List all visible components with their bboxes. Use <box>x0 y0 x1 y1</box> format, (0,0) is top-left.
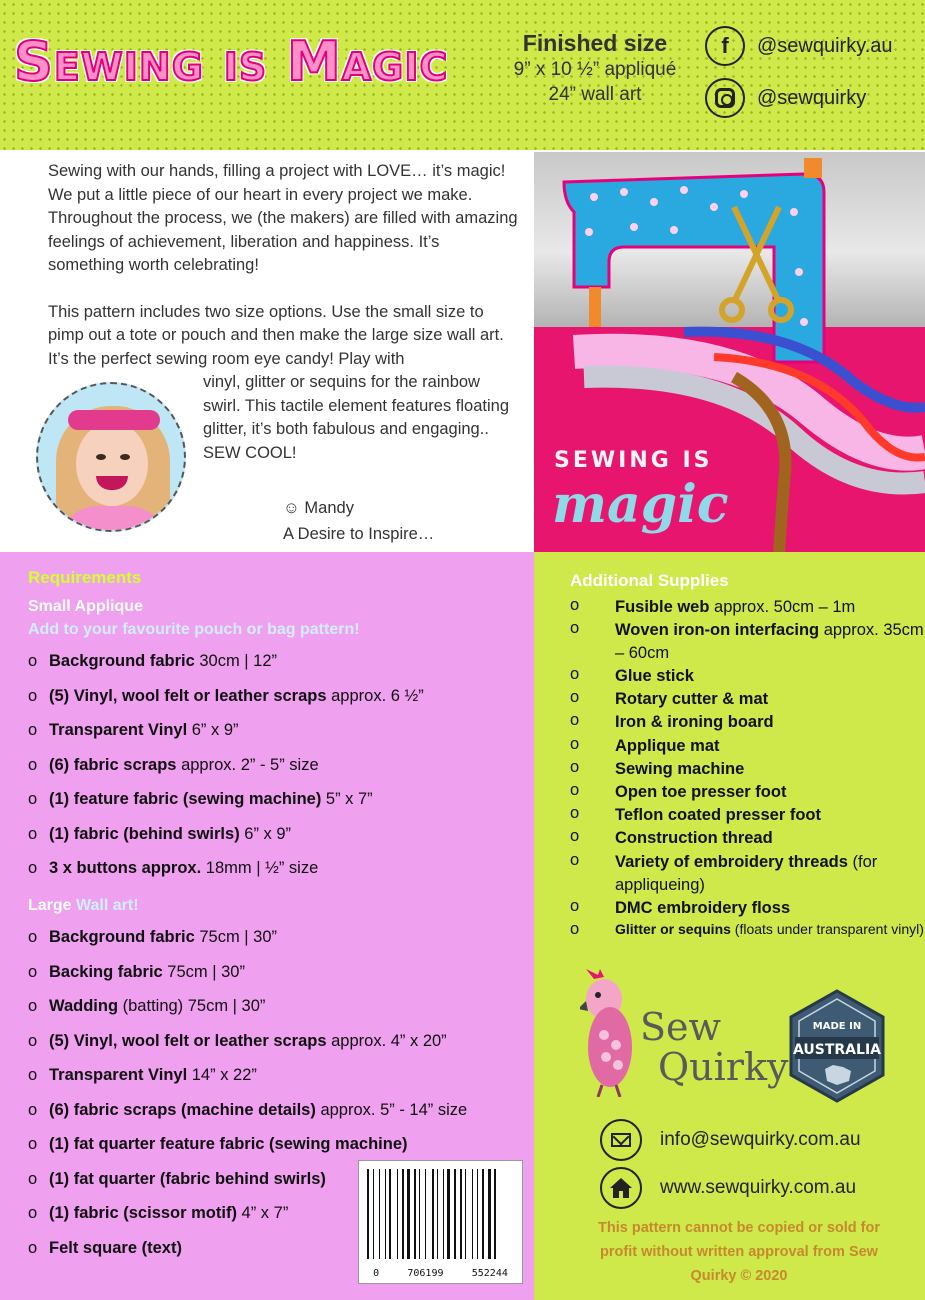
requirement-item <box>28 756 319 775</box>
requirement-item <box>28 1101 467 1120</box>
intro-paragraph-wrapped: vinyl, glitter or sequins for the rainbow swirl. This tactile element features floating glitter, it’s both fabulous and engaging.. SEW COOL! <box>203 373 509 462</box>
requirement-item <box>28 1032 447 1051</box>
facebook-link[interactable] <box>705 26 893 66</box>
large-wall-art-heading: Large Wall art! <box>28 897 139 914</box>
bullet: o <box>570 851 580 869</box>
supply-text <box>615 920 925 938</box>
small-applique-heading: Small Applique <box>28 598 143 615</box>
instagram-link[interactable] <box>705 78 866 118</box>
bullet: o <box>570 897 580 915</box>
copyright-notice: This pattern cannot be copied or sold for profit without written approval from Sew Quirky © 2020 <box>598 1220 880 1284</box>
barcode-bars <box>367 1169 515 1259</box>
requirement-detail: 5” x 7” <box>321 790 373 808</box>
requirement-name: Transparent Vinyl <box>49 721 188 739</box>
requirement-name: (6) fabric scraps (machine details) <box>49 1100 316 1119</box>
bullet: o <box>28 1066 38 1084</box>
supplies-heading: Additional Supplies <box>570 571 729 590</box>
requirement-item <box>28 721 239 740</box>
requirement-name: Transparent Vinyl <box>49 1066 188 1084</box>
bullet: o <box>570 920 580 938</box>
requirement-name: Background fabric <box>49 928 195 946</box>
requirement-detail: 14” x 22” <box>187 1066 257 1084</box>
finished-size-block <box>495 30 695 107</box>
supply-text <box>615 827 925 850</box>
requirement-item <box>28 790 373 809</box>
photo-caption-bottom: magic <box>552 474 729 535</box>
facebook-handle: @sewquirky.au <box>757 34 893 57</box>
supply-text <box>615 781 925 804</box>
bullet: o <box>570 619 580 637</box>
bullet: o <box>28 1100 38 1119</box>
bullet: o <box>28 997 38 1015</box>
barcode-digits: 0 706199 552244 <box>373 1268 508 1279</box>
supply-text <box>615 665 925 688</box>
supply-text <box>615 711 925 734</box>
requirement-name: (1) feature fabric (sewing machine) <box>49 790 322 808</box>
requirement-item <box>28 1135 408 1154</box>
requirement-item <box>28 825 291 844</box>
bullet: o <box>570 688 580 706</box>
supply-name: Woven iron-on interfacing <box>615 621 820 639</box>
requirement-detail: approx. 4” x 20” <box>326 1031 447 1050</box>
photo-caption-top: SEWING IS <box>554 448 713 473</box>
signature <box>283 495 434 547</box>
supply-name: Applique mat <box>615 737 720 755</box>
requirement-name: (5) Vinyl, wool felt or leather scraps <box>49 686 327 705</box>
bullet: o <box>570 665 580 683</box>
requirement-item <box>28 997 265 1016</box>
bullet: o <box>28 721 38 739</box>
requirements-panel <box>0 552 534 1300</box>
requirement-detail: 4” x 7” <box>236 1204 289 1222</box>
supply-detail: (floats under transparent vinyl) <box>730 921 924 937</box>
requirement-item <box>28 652 277 671</box>
barcode <box>358 1160 523 1284</box>
instagram-icon <box>705 78 745 118</box>
requirement-detail: 75cm | 30” <box>162 962 245 981</box>
supply-name: DMC embroidery floss <box>615 899 791 917</box>
requirement-item <box>28 963 245 982</box>
supply-name: Sewing machine <box>615 760 745 778</box>
supply-text <box>615 897 925 920</box>
requirement-item <box>28 859 318 878</box>
made-in-australia-badge <box>787 989 887 1104</box>
small-applique-note: Add to your favourite pouch or bag pattern! <box>28 621 360 638</box>
supplies-panel <box>534 552 925 1300</box>
supply-text <box>615 758 925 781</box>
bullet: o <box>28 859 38 877</box>
page-title: Sewing is Magic <box>14 30 449 93</box>
instagram-handle: @sewquirky <box>757 86 867 109</box>
requirement-detail: approx. 6 ½” <box>326 686 424 705</box>
bullet: o <box>570 735 580 753</box>
bullet: o <box>570 596 580 614</box>
bullet: o <box>28 652 38 670</box>
finished-size-heading: Finished size <box>522 30 668 56</box>
facebook-icon: f <box>705 26 745 66</box>
requirement-name: Backing fabric <box>49 962 163 981</box>
cockatoo-logo-icon <box>580 969 638 1097</box>
supply-name: Glue stick <box>615 667 694 685</box>
requirement-detail: 18mm | ½” size <box>201 859 319 877</box>
requirement-detail: 6” x 9” <box>187 721 239 739</box>
requirement-item <box>28 1239 182 1258</box>
requirement-name: Felt square (text) <box>49 1238 182 1257</box>
supply-name: Variety of embroidery threads <box>615 853 848 871</box>
requirement-item <box>28 687 424 706</box>
bullet: o <box>28 790 38 808</box>
sew-quirky-logo: Sew Quirky <box>640 1005 789 1089</box>
email-address: info@sewquirky.com.au <box>660 1129 861 1150</box>
requirement-name: (1) fat quarter (fabric behind swirls) <box>49 1169 326 1188</box>
supply-detail: approx. 35cm – 60cm <box>615 621 924 662</box>
requirement-name: (1) fabric (behind swirls) <box>49 824 240 843</box>
finished-size-line: 9” x 10 ½” appliqué <box>513 59 677 80</box>
bullet: o <box>28 824 38 843</box>
supply-text <box>615 619 925 665</box>
bullet: o <box>28 1169 38 1188</box>
requirements-heading: Requirements <box>28 568 142 587</box>
supply-name: Iron & ironing board <box>615 713 774 731</box>
email-link[interactable] <box>600 1120 861 1160</box>
intro-paragraph: Sewing with our hands, filling a project with LOVE… it’s magic! We put a little piece of our heart in every project we make. Throughout the process, we (the makers) are filled with amazing feelings of achievement, liberation and happiness. It’s something worth celebrating! <box>48 162 518 274</box>
supply-text <box>615 596 925 619</box>
product-photo <box>534 152 925 552</box>
requirement-detail: approx. 5” - 14” size <box>315 1100 468 1119</box>
bullet: o <box>570 827 580 845</box>
requirement-detail: approx. 2” - 5” size <box>176 755 319 774</box>
requirement-detail: 6” x 9” <box>239 824 292 843</box>
supply-name: Fusible web <box>615 598 710 616</box>
requirement-name: Wadding <box>49 997 119 1015</box>
requirement-name: (5) Vinyl, wool felt or leather scraps <box>49 1031 327 1050</box>
bullet: o <box>570 804 580 822</box>
supply-name: Glitter or sequins <box>615 921 731 937</box>
badge-top-text: MADE IN <box>812 1021 862 1032</box>
supply-name: Open toe presser foot <box>615 783 787 801</box>
requirement-item <box>28 1204 288 1223</box>
requirement-detail: 75cm | 30” <box>194 928 278 946</box>
bullet: o <box>28 928 38 946</box>
requirement-name: (1) fabric (scissor motif) <box>49 1204 237 1222</box>
home-icon <box>600 1167 642 1209</box>
supply-text <box>615 735 925 758</box>
bullet: o <box>28 1031 38 1050</box>
requirement-detail: (batting) 75cm | 30” <box>118 997 266 1015</box>
finished-size-line: 24” wall art <box>548 84 642 105</box>
website-url: www.sewquirky.com.au <box>660 1177 857 1198</box>
supply-text <box>615 688 925 711</box>
bullet: o <box>570 781 580 799</box>
supply-text <box>615 804 925 827</box>
bullet: o <box>570 758 580 776</box>
website-link[interactable] <box>600 1168 856 1208</box>
supply-text <box>615 851 925 897</box>
requirement-item <box>28 928 277 947</box>
bullet: o <box>28 755 38 774</box>
bullet: o <box>28 1238 38 1257</box>
supply-name: Rotary cutter & mat <box>615 690 769 708</box>
supply-detail: (for appliqueing) <box>615 853 878 894</box>
email-icon <box>600 1119 642 1161</box>
requirement-name: 3 x buttons approx. <box>49 859 202 877</box>
requirement-item <box>28 1066 257 1085</box>
signature-name: ☺ Mandy <box>283 499 354 517</box>
intro-paragraph: This pattern includes two size options. Use the small size to pimp out a tote or pouch and then make the large size wall art. It’s the perfect sewing room eye candy! Play with <box>48 302 504 368</box>
requirement-name: (6) fabric scraps <box>49 755 177 774</box>
bullet: o <box>570 711 580 729</box>
bullet: o <box>28 962 38 981</box>
bullet: o <box>28 686 38 705</box>
requirement-item <box>28 1170 326 1189</box>
requirement-name: (1) fat quarter feature fabric (sewing machine) <box>49 1135 408 1153</box>
badge-main-text: AUSTRALIA <box>793 1042 881 1058</box>
header-banner <box>0 0 925 150</box>
requirement-detail: 30cm | 12” <box>194 652 278 670</box>
supply-name: Construction thread <box>615 829 773 847</box>
bullet: o <box>28 1204 38 1222</box>
bullet: o <box>28 1135 38 1153</box>
requirement-name: Background fabric <box>49 652 195 670</box>
supply-detail: approx. 50cm – 1m <box>709 598 856 616</box>
designer-avatar <box>36 382 186 532</box>
supply-name: Teflon coated presser foot <box>615 806 821 824</box>
signature-tagline: A Desire to Inspire… <box>283 525 435 543</box>
